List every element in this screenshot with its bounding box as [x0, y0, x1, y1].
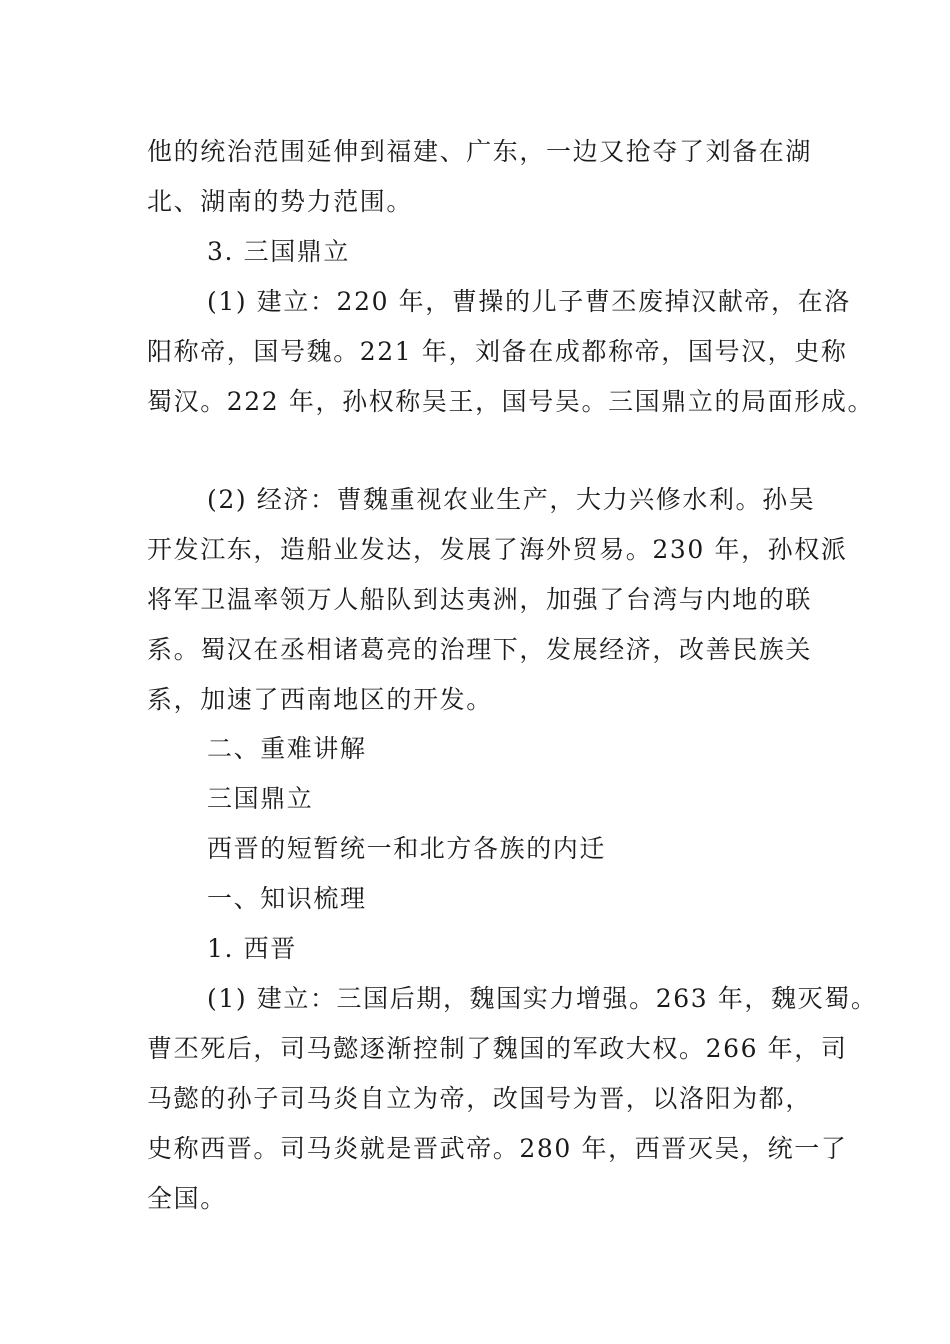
body-text-line: 开发江东，造船业发达，发展了海外贸易。230 年，孙权派: [147, 535, 848, 564]
section-heading: 一、知识梳理: [207, 884, 367, 913]
body-text-line: 北、湖南的势力范围。: [147, 187, 414, 216]
body-text-line: 史称西晋。司马炎就是晋武帝。280 年，西晋灭吴，统一了: [147, 1134, 848, 1163]
section-heading: 3. 三国鼎立: [207, 237, 350, 266]
section-heading: 二、重难讲解: [207, 734, 367, 763]
body-text-line: 马懿的孙子司马炎自立为帝，改国号为晋，以洛阳为都，: [147, 1084, 813, 1113]
body-text-line: 曹丕死后，司马懿逐渐控制了魏国的军政大权。266 年，司: [147, 1034, 848, 1063]
chapter-title: 西晋的短暂统一和北方各族的内迁: [207, 834, 607, 863]
body-text-line: 系。蜀汉在丞相诸葛亮的治理下，发展经济，改善民族关: [147, 635, 813, 664]
paragraph-start-line: (2) 经济：曹魏重视农业生产，大力兴修水利。孙吴: [207, 485, 816, 514]
section-heading: 三国鼎立: [207, 784, 314, 813]
paragraph-start-line: (1) 建立：三国后期，魏国实力增强。263 年，魏灭蜀。: [207, 984, 878, 1013]
body-text-line: 全国。: [147, 1184, 227, 1213]
body-text-line: 阳称帝，国号魏。221 年，刘备在成都称帝，国号汉，史称: [147, 337, 848, 366]
body-text-line: 蜀汉。222 年，孙权称吴王，国号吴。三国鼎立的局面形成。: [147, 387, 875, 416]
body-text-line: 他的统治范围延伸到福建、广东，一边又抢夺了刘备在湖: [147, 137, 813, 166]
body-text-line: 将军卫温率领万人船队到达夷洲，加强了台湾与内地的联: [147, 585, 813, 614]
body-text-line: 系，加速了西南地区的开发。: [147, 685, 493, 714]
paragraph-start-line: (1) 建立：220 年，曹操的儿子曹丕废掉汉献帝，在洛: [207, 287, 851, 316]
section-heading: 1. 西晋: [207, 934, 297, 963]
